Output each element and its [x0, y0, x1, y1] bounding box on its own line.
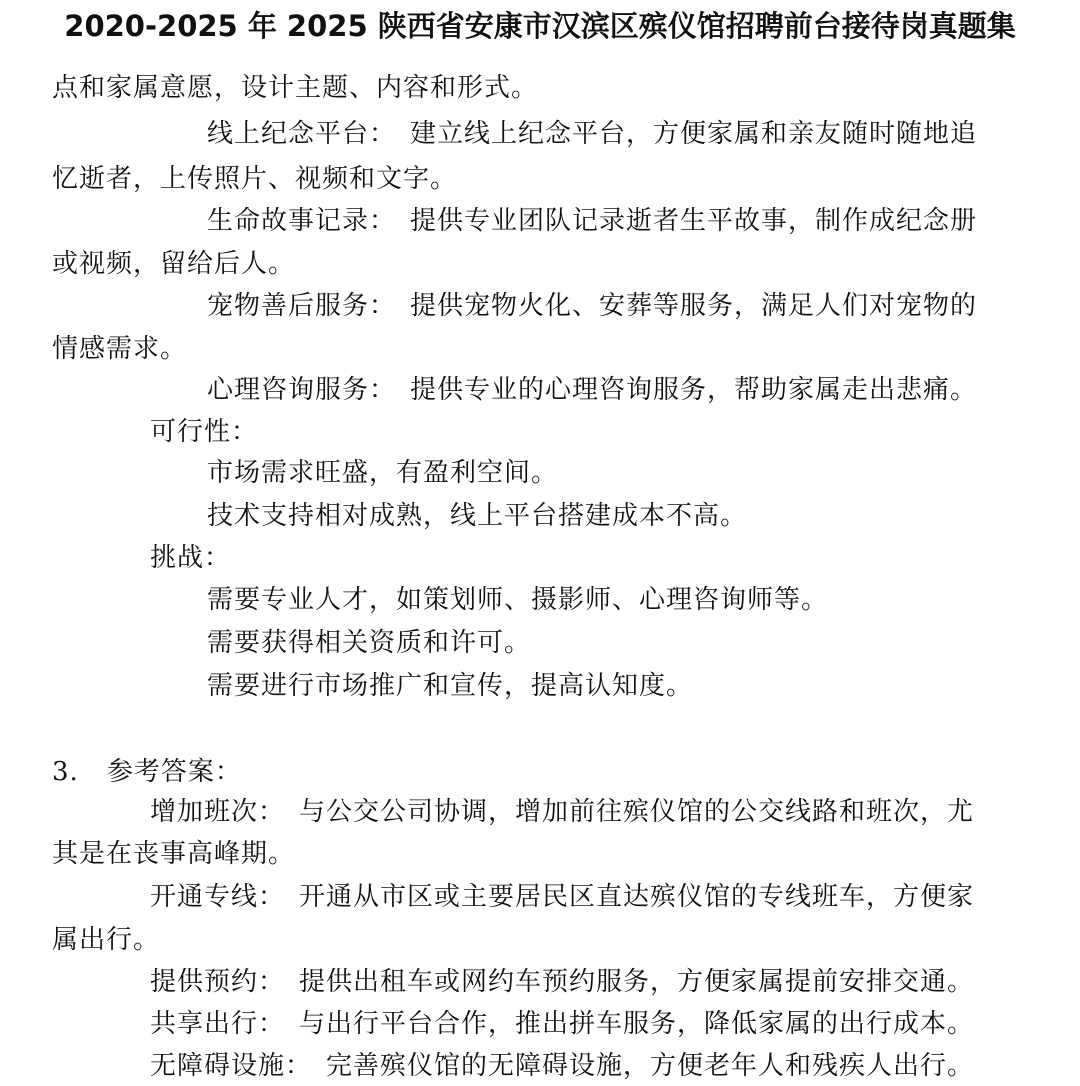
- item-text: 提供专业的心理咨询服务，帮助家属走出悲痛。: [410, 375, 978, 405]
- item-term: 开通专线：: [150, 882, 286, 912]
- list-item: [207, 114, 977, 154]
- item-text: 与出行平台合作，推出拼车服务，降低家属的出行成本。: [299, 1009, 975, 1039]
- text-line: 市场需求旺盛，有盈利空间。: [207, 458, 559, 488]
- text-line: 点和家属意愿，设计主题、内容和形式。: [52, 73, 539, 103]
- list-item: [150, 792, 974, 832]
- text-line: 情感需求。: [52, 334, 188, 364]
- item-text: 开通从市区或主要居民区直达殡仪馆的专线班车，方便家: [299, 882, 975, 912]
- item-term: 宠物善后服务：: [207, 291, 397, 321]
- item-text: 建立线上纪念平台，方便家属和亲友随时随地追: [410, 119, 978, 149]
- item-term: 共享出行：: [150, 1009, 286, 1039]
- text-line: 技术支持相对成熟，线上平台搭建成本不高。: [207, 501, 748, 531]
- answer-heading: [52, 752, 242, 792]
- item-term: 增加班次：: [150, 797, 286, 827]
- list-item: [207, 286, 977, 326]
- section-heading: 可行性：: [150, 417, 259, 447]
- text-line: 需要获得相关资质和许可。: [207, 628, 532, 658]
- item-term: 生命故事记录：: [207, 206, 397, 236]
- list-item: [150, 1004, 974, 1044]
- item-text: 提供出租车或网约车预约服务，方便家属提前安排交通。: [299, 967, 975, 997]
- item-term: 线上纪念平台：: [207, 119, 397, 149]
- answer-number: 3.: [52, 757, 79, 787]
- section-heading: 挑战：: [150, 543, 232, 573]
- page-title: 2020-2025 年 2025 陕西省安康市汉滨区殡仪馆招聘前台接待岗真题集: [64, 9, 1016, 43]
- answer-label: 参考答案：: [106, 757, 242, 787]
- text-line: 属出行。: [52, 925, 161, 955]
- text-line: 其是在丧事高峰期。: [52, 839, 296, 869]
- text-line: 忆逝者，上传照片、视频和文字。: [52, 164, 458, 194]
- list-item: [150, 877, 974, 917]
- item-term: 无障碍设施：: [150, 1051, 313, 1081]
- text-line: 或视频，留给后人。: [52, 249, 296, 279]
- item-text: 完善殡仪馆的无障碍设施，方便老年人和残疾人出行。: [326, 1051, 975, 1081]
- item-text: 提供宠物火化、安葬等服务，满足人们对宠物的: [410, 291, 978, 321]
- text-line: 需要进行市场推广和宣传，提高认知度。: [207, 671, 694, 701]
- list-item: [207, 370, 977, 410]
- item-term: 心理咨询服务：: [207, 375, 397, 405]
- list-item: [150, 962, 974, 1002]
- item-term: 提供预约：: [150, 967, 286, 997]
- list-item: [207, 201, 977, 241]
- text-line: 需要专业人才，如策划师、摄影师、心理咨询师等。: [207, 585, 829, 615]
- list-item: [150, 1046, 974, 1086]
- item-text: 提供专业团队记录逝者生平故事，制作成纪念册: [410, 206, 978, 236]
- item-text: 与公交公司协调，增加前往殡仪馆的公交线路和班次，尤: [299, 797, 975, 827]
